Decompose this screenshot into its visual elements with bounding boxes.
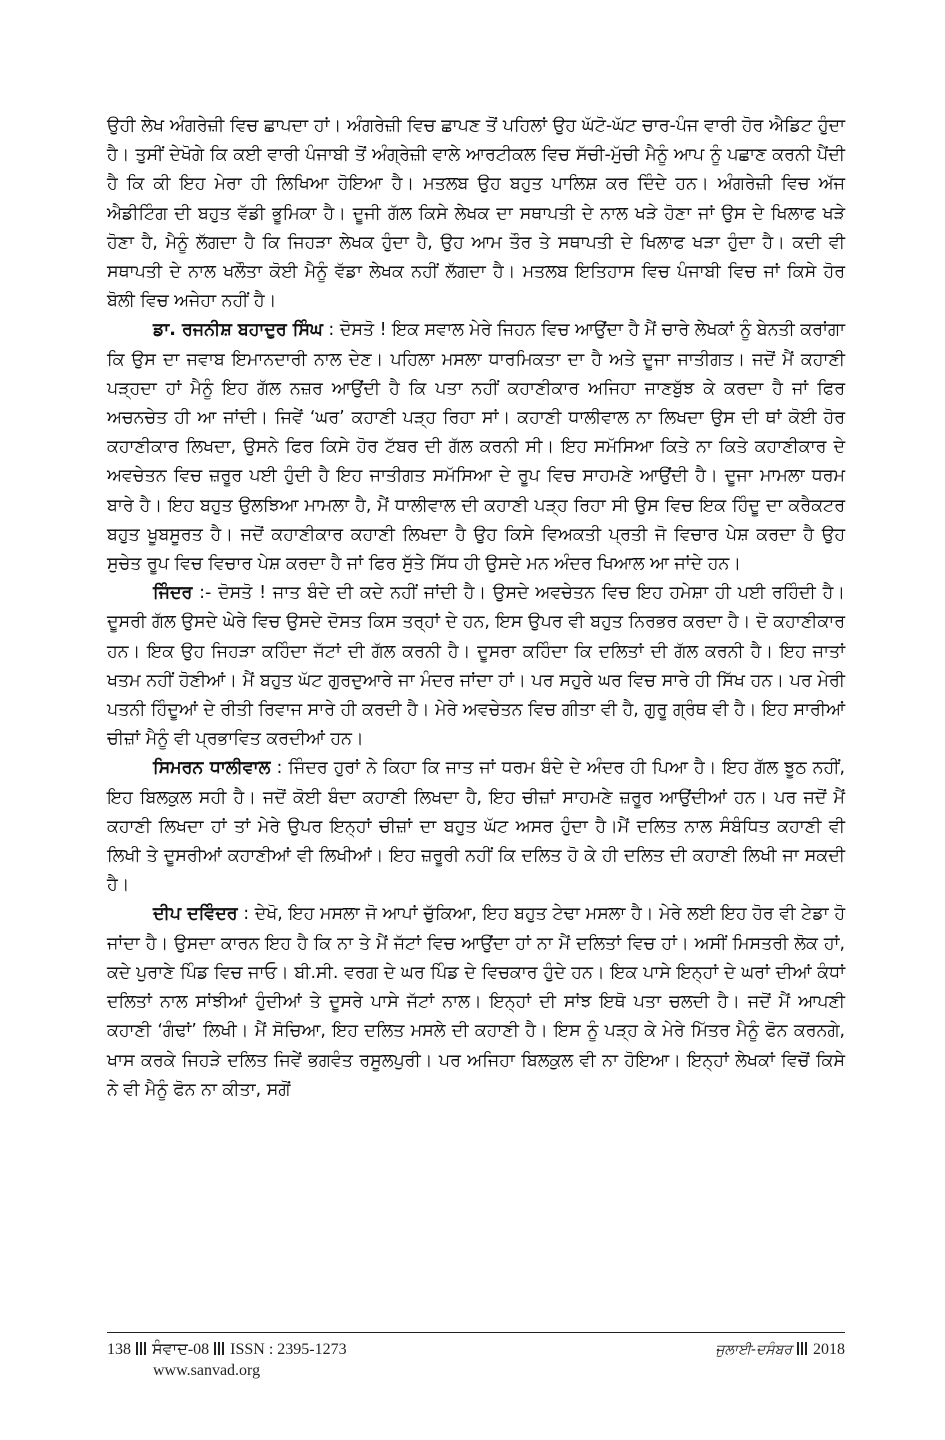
paragraph-3 <box>107 579 845 754</box>
paragraph-text: ਉਹੀ ਲੇਖ ਅੰਗਰੇਜ਼ੀ ਵਿਚ ਛਾਪਦਾ ਹਾਂ। ਅੰਗਰੇਜ਼ੀ ਵਿਚ ਛਾਪਣ ਤੋਂ ਪਹਿਲਾਂ ਉਹ ਘੱਟੋ-ਘੱਟ ਚਾਰ-ਪੰਜ ਵਾਰੀ ਹੋਰ ਐਡਿਟ ਹੁੰਦਾ ਹੈ। ਤੁਸੀਂ ਦੇਖੋਗੇ ਕਿ ਕਈ ਵਾਰੀ ਪੰਜਾਬੀ ਤੋਂ ਅੰਗ੍ਰੇਜ਼ੀ ਵਾਲੇ ਆਰਟੀਕਲ ਵਿਚ ਸੱਚੀ-ਮੁੱਚੀ ਮੈਨੂੰ ਆਪ ਨੂੰ ਪਛਾਣ ਕਰਨੀ ਪੈਂਦੀ ਹੈ ਕਿ ਕੀ ਇਹ ਮੇਰਾ ਹੀ ਲਿਖਿਆ ਹੋਇਆ ਹੈ। ਮਤਲਬ ਉਹ ਬਹੁਤ ਪਾਲਿਸ਼ ਕਰ ਦਿੰਦੇ ਹਨ। ਅੰਗਰੇਜ਼ੀ ਵਿਚ ਅੱਜ ਐਡੀਟਿੰਗ ਦੀ ਬਹੁਤ ਵੱਡੀ ਭੂਮਿਕਾ ਹੈ। ਦੂਜੀ ਗੱਲ ਕਿਸੇ ਲੇਖਕ ਦਾ ਸਥਾਪਤੀ ਦੇ ਨਾਲ ਖੜੇ ਹੋਣਾ ਜਾਂ ਉਸ ਦੇ ਖਿਲਾਫ ਖੜੇ ਹੋਣਾ ਹੈ, ਮੈਨੂੰ ਲੱਗਦਾ ਹੈ ਕਿ ਜਿਹੜਾ ਲੇਖਕ ਹੁੰਦਾ ਹੈ, ਉਹ ਆਮ ਤੌਰ ਤੇ ਸਥਾਪਤੀ ਦੇ ਖਿਲਾਫ ਖੜਾ ਹੁੰਦਾ ਹੈ। ਕਦੀ ਵੀ ਸਥਾਪਤੀ ਦੇ ਨਾਲ ਖਲੌਤਾ ਕੋਈ ਮੈਨੂੰ ਵੱਡਾ ਲੇਖਕ ਨਹੀਂ ਲੱਗਦਾ ਹੈ। ਮਤਲਬ ਇਤਿਹਾਸ ਵਿਚ ਪੰਜਾਬੀ ਵਿਚ ਜਾਂ ਕਿਸੇ ਹੋਰ ਬੋਲੀ ਵਿਚ ਅਜੇਹਾ ਨਹੀਂ ਹੈ। <box>107 116 845 312</box>
issn-label: ISSN : 2395-1273 <box>230 1341 347 1358</box>
issue-period: ਜੁਲਾਈ-ਦਸੰਬਰ <box>715 1342 792 1358</box>
paragraph-2 <box>107 316 845 579</box>
footer-left <box>107 1341 347 1359</box>
paragraph-text: :- ਦੋਸਤੋ ! ਜਾਤ ਬੰਦੇ ਦੀ ਕਦੇ ਨਹੀਂ ਜਾਂਦੀ ਹੈ। ਉਸਦੇ ਅਵਚੇਤਨ ਵਿਚ ਇਹ ਹਮੇਸ਼ਾ ਹੀ ਪਈ ਰਹਿੰਦੀ ਹੈ। ਦੂਸਰੀ ਗੱਲ ਉਸਦੇ ਘੇਰੇ ਵਿਚ ਉਸਦੇ ਦੋਸਤ ਕਿਸ ਤਰ੍ਹਾਂ ਦੇ ਹਨ, ਇਸ ਉਪਰ ਵੀ ਬਹੁਤ ਨਿਰਭਰ ਕਰਦਾ ਹੈ। ਦੋ ਕਹਾਣੀਕਾਰ ਹਨ। ਇਕ ਉਹ ਜਿਹੜਾ ਕਹਿੰਦਾ ਜੱਟਾਂ ਦੀ ਗੱਲ ਕਰਨੀ ਹੈ। ਦੂਸਰਾ ਕਹਿੰਦਾ ਕਿ ਦਲਿਤਾਂ ਦੀ ਗੱਲ ਕਰਨੀ ਹੈ। ਇਹ ਜਾਤਾਂ ਖਤਮ ਨਹੀਂ ਹੋਣੀਆਂ। ਮੈਂ ਬਹੁਤ ਘੱਟ ਗੁਰਦੁਆਰੇ ਜਾ ਮੰਦਰ ਜਾਂਦਾ ਹਾਂ। ਪਰ ਸਹੁਰੇ ਘਰ ਵਿਚ ਸਾਰੇ ਹੀ ਸਿੱਖ ਹਨ। ਪਰ ਮੇਰੀ ਪਤਨੀ ਹਿੰਦੂਆਂ ਦੇ ਰੀਤੀ ਰਿਵਾਜ ਸਾਰੇ ਹੀ ਕਰਦੀ ਹੈ। ਮੇਰੇ ਅਵਚੇਤਨ ਵਿਚ ਗੀਤਾ ਵੀ ਹੈ, ਗੁਰੂ ਗ੍ਰੰਥ ਵੀ ਹੈ। ਇਹ ਸਾਰੀਆਂ ਚੀਜ਼ਾਂ ਮੈਨੂੰ ਵੀ ਪ੍ਰਭਾਵਿਤ ਕਰਦੀਆਂ ਹਨ। <box>107 583 845 750</box>
separator-bars-icon <box>797 1342 808 1355</box>
journal-name: ਸੰਵਾਦ-08 <box>152 1341 210 1358</box>
speaker-name: ਸਿਮਰਨ ਧਾਲੀਵਾਲ <box>153 758 271 779</box>
separator-bars-icon <box>136 1342 147 1355</box>
paragraph-text: : ਦੇਖੋ, ਇਹ ਮਸਲਾ ਜੋ ਆਪਾਂ ਚੁੱਕਿਆ, ਇਹ ਬਹੁਤ ਟੇਢਾ ਮਸਲਾ ਹੈ। ਮੇਰੇ ਲਈ ਇਹ ਹੋਰ ਵੀ ਟੇਡਾ ਹੋ ਜਾਂਦਾ ਹੈ। ਉਸਦਾ ਕਾਰਨ ਇਹ ਹੈ ਕਿ ਨਾ ਤੇ ਮੈਂ ਜੱਟਾਂ ਵਿਚ ਆਉਂਦਾ ਹਾਂ ਨਾ ਮੈਂ ਦਲਿਤਾਂ ਵਿਚ ਹਾਂ। ਅਸੀਂ ਮਿਸਤਰੀ ਲੋਕ ਹਾਂ, ਕਦੇ ਪੁਰਾਣੇ ਪਿੰਡ ਵਿਚ ਜਾਓ। ਬੀ.ਸੀ. ਵਰਗ ਦੇ ਘਰ ਪਿੰਡ ਦੇ ਵਿਚਕਾਰ ਹੁੰਦੇ ਹਨ। ਇਕ ਪਾਸੇ ਇਨ੍ਹਾਂ ਦੇ ਘਰਾਂ ਦੀਆਂ ਕੰਧਾਂ ਦਲਿਤਾਂ ਨਾਲ ਸਾਂਝੀਆਂ ਹੁੰਦੀਆਂ ਤੇ ਦੂਸਰੇ ਪਾਸੇ ਜੱਟਾਂ ਨਾਲ। ਇਨ੍ਹਾਂ ਦੀ ਸਾਂਝ ਇਥੋ ਪਤਾ ਚਲਦੀ ਹੈ। ਜਦੋਂ ਮੈਂ ਆਪਣੀ ਕਹਾਣੀ ‘ਗੰਢਾਂ’ ਲਿਖੀ। ਮੈਂ ਸੋਚਿਆ, ਇਹ ਦਲਿਤ ਮਸਲੇ ਦੀ ਕਹਾਣੀ ਹੈ। ਇਸ ਨੂੰ ਪੜ੍ਹ ਕੇ ਮੇਰੇ ਮਿੱਤਰ ਮੈਨੂੰ ਫੋਨ ਕਰਨਗੇ, ਖਾਸ ਕਰਕੇ ਜਿਹੜੇ ਦਲਿਤ ਜਿਵੇਂ ਭਗਵੰਤ ਰਸੂਲਪੁਰੀ। ਪਰ ਅਜਿਹਾ ਬਿਲਕੁਲ ਵੀ ਨਾ ਹੋਇਆ। ਇਨ੍ਹਾਂ ਲੇਖਕਾਂ ਵਿਚੋਂ ਕਿਸੇ ਨੇ ਵੀ ਮੈਨੂੰ ਫੋਨ ਨਾ ਕੀਤਾ, ਸਗੋਂ <box>107 904 845 1100</box>
issue-year: 2018 <box>813 1341 845 1358</box>
article-text <box>107 112 845 1105</box>
page-number: 138 <box>107 1341 131 1358</box>
paragraph-4 <box>107 754 845 900</box>
footer-divider <box>107 1332 845 1333</box>
speaker-name: ਡਾ. ਰਜਨੀਸ਼ ਬਹਾਦੁਰ ਸਿੰਘ <box>153 320 323 341</box>
article-body <box>107 112 845 1105</box>
speaker-name: ਦੀਪ ਦਵਿੰਦਰ <box>153 904 238 925</box>
paragraph-1 <box>107 112 845 316</box>
paragraph-text: : ਦੋਸਤੋ ! ਇਕ ਸਵਾਲ ਮੇਰੇ ਜਿਹਨ ਵਿਚ ਆਉਂਦਾ ਹੈ ਮੈਂ ਚਾਰੇ ਲੇਖਕਾਂ ਨੂੰ ਬੇਨਤੀ ਕਰਾਂਗਾ ਕਿ ਉਸ ਦਾ ਜਵਾਬ ਇਮਾਨਦਾਰੀ ਨਾਲ ਦੇਣ। ਪਹਿਲਾ ਮਸਲਾ ਧਾਰਮਿਕਤਾ ਦਾ ਹੈ ਅਤੇ ਦੂਜਾ ਜਾਤੀਗਤ। ਜਦੋਂ ਮੈਂ ਕਹਾਣੀ ਪੜ੍ਹਦਾ ਹਾਂ ਮੈਨੂੰ ਇਹ ਗੱਲ ਨਜ਼ਰ ਆਉਂਦੀ ਹੈ ਕਿ ਪਤਾ ਨਹੀਂ ਕਹਾਣੀਕਾਰ ਅਜਿਹਾ ਜਾਣਬੁੱਝ ਕੇ ਕਰਦਾ ਹੈ ਜਾਂ ਫਿਰ ਅਚਨਚੇਤ ਹੀ ਆ ਜਾਂਦੀ। ਜਿਵੇਂ ‘ਘਰ’ ਕਹਾਣੀ ਪੜ੍ਹ ਰਿਹਾ ਸਾਂ। ਕਹਾਣੀ ਧਾਲੀਵਾਲ ਨਾ ਲਿਖਦਾ ਉਸ ਦੀ ਥਾਂ ਕੋਈ ਹੋਰ ਕਹਾਣੀਕਾਰ ਲਿਖਦਾ, ਉਸਨੇ ਫਿਰ ਕਿਸੇ ਹੋਰ ਟੱਬਰ ਦੀ ਗੱਲ ਕਰਨੀ ਸੀ। ਇਹ ਸਮੱਸਿਆ ਕਿਤੇ ਨਾ ਕਿਤੇ ਕਹਾਣੀਕਾਰ ਦੇ ਅਵਚੇਤਨ ਵਿਚ ਜ਼ਰੂਰ ਪਈ ਹੁੰਦੀ ਹੈ ਇਹ ਜਾਤੀਗਤ ਸਮੱਸਿਆ ਦੇ ਰੂਪ ਵਿਚ ਸਾਹਮਣੇ ਆਉਂਦੀ ਹੈ। ਦੂਜਾ ਮਾਮਲਾ ਧਰਮ ਬਾਰੇ ਹੈ। ਇਹ ਬਹੁਤ ਉਲਝਿਆ ਮਾਮਲਾ ਹੈ, ਮੈਂ ਧਾਲੀਵਾਲ ਦੀ ਕਹਾਣੀ ਪੜ੍ਹ ਰਿਹਾ ਸੀ ਉਸ ਵਿਚ ਇਕ ਹਿੰਦੂ ਦਾ ਕਰੈਕਟਰ ਬਹੁਤ ਖੂਬਸੂਰਤ ਹੈ। ਜਦੋਂ ਕਹਾਣੀਕਾਰ ਕਹਾਣੀ ਲਿਖਦਾ ਹੈ ਉਹ ਕਿਸੇ ਵਿਅਕਤੀ ਪ੍ਰਤੀ ਜੋ ਵਿਚਾਰ ਪੇਸ਼ ਕਰਦਾ ਹੈ ਉਹ ਸੁਚੇਤ ਰੂਪ ਵਿਚ ਵਿਚਾਰ ਪੇਸ਼ ਕਰਦਾ ਹੈ ਜਾਂ ਫਿਰ ਸੁੱਤੇ ਸਿੱਧ ਹੀ ਉਸਦੇ ਮਨ ਅੰਦਰ ਖਿਆਲ ਆ ਜਾਂਦੇ ਹਨ। <box>107 320 845 575</box>
separator-bars-icon <box>214 1342 225 1355</box>
speaker-name: ਜਿੰਦਰ <box>153 583 193 604</box>
website-url: www.sanvad.org <box>153 1362 261 1379</box>
paragraph-text: : ਜਿੰਦਰ ਹੁਰਾਂ ਨੇ ਕਿਹਾ ਕਿ ਜਾਤ ਜਾਂ ਧਰਮ ਬੰਦੇ ਦੇ ਅੰਦਰ ਹੀ ਪਿਆ ਹੈ। ਇਹ ਗੱਲ ਝੂਠ ਨਹੀਂ, ਇਹ ਬਿਲਕੁਲ ਸਹੀ ਹੈ। ਜਦੋਂ ਕੋਈ ਬੰਦਾ ਕਹਾਣੀ ਲਿਖਦਾ ਹੈ, ਇਹ ਚੀਜ਼ਾਂ ਸਾਹਮਣੇ ਜ਼ਰੂਰ ਆਉਂਦੀਆਂ ਹਨ। ਪਰ ਜਦੋਂ ਮੈਂ ਕਹਾਣੀ ਲਿਖਦਾ ਹਾਂ ਤਾਂ ਮੇਰੇ ਉਪਰ ਇਨ੍ਹਾਂ ਚੀਜ਼ਾਂ ਦਾ ਬਹੁਤ ਘੱਟ ਅਸਰ ਹੁੰਦਾ ਹੈ।ਮੈਂ ਦਲਿਤ ਨਾਲ ਸੰਬੰਧਿਤ ਕਹਾਣੀ ਵੀ ਲਿਖੀ ਤੇ ਦੂਸਰੀਆਂ ਕਹਾਣੀਆਂ ਵੀ ਲਿਖੀਆਂ। ਇਹ ਜ਼ਰੂਰੀ ਨਹੀਂ ਕਿ ਦਲਿਤ ਹੋ ਕੇ ਹੀ ਦਲਿਤ ਦੀ ਕਹਾਣੀ ਲਿਖੀ ਜਾ ਸਕਦੀ ਹੈ। <box>107 758 845 896</box>
paragraph-5 <box>107 900 845 1104</box>
footer-right <box>715 1341 845 1359</box>
